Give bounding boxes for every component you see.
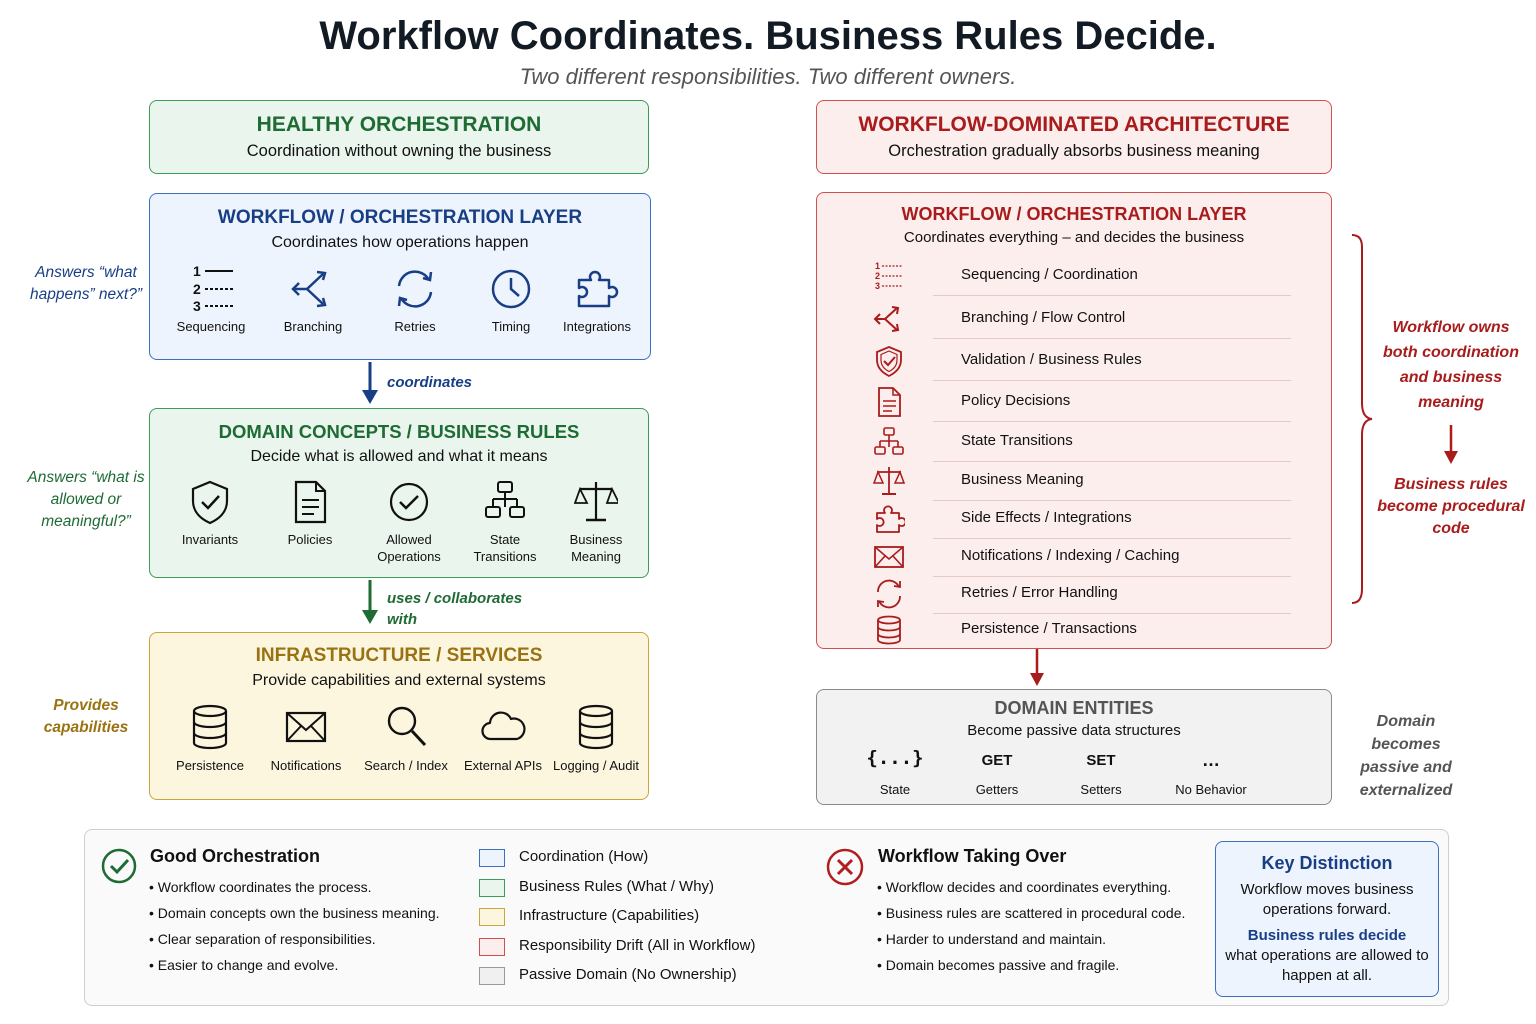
right-workflow-item [817, 499, 1333, 539]
right-workflow-item-label: Business Meaning [961, 471, 1084, 488]
state-transitions-item [458, 479, 552, 565]
puzzle-icon [873, 503, 905, 535]
branching-item [268, 266, 358, 335]
business-meaning-label: Business Meaning [569, 532, 623, 564]
entity-setters-label: Setters [1080, 782, 1122, 797]
branching-icon [873, 303, 905, 335]
right-workflow-list [817, 256, 1333, 646]
numbered-list-icon [873, 260, 905, 292]
domain-passive-note: Domain becomes passive and externalized [1359, 713, 1453, 799]
coordinates-arrow [358, 362, 382, 406]
timing-item [466, 266, 556, 335]
legend-swatch [479, 967, 505, 985]
branching-icon [289, 266, 337, 312]
policies-label: Policies [287, 532, 333, 547]
legend-swatch [479, 879, 505, 897]
domain-title: DOMAIN CONCEPTS / BUSINESS RULES [218, 421, 580, 442]
right-workflow-item-label: Sequencing / Coordination [961, 266, 1138, 283]
workflow-taking-over-title: Workflow Taking Over [878, 846, 1067, 866]
invariants-label: Invariants [181, 532, 239, 547]
right-workflow-item [817, 610, 1333, 650]
right-workflow-item-label: Policy Decisions [961, 392, 1071, 409]
check-circle-icon [100, 847, 138, 885]
svg-text:3: 3 [193, 298, 201, 312]
good-bullet: • Clear separation of responsibilities. [149, 931, 376, 947]
right-brace [1348, 233, 1378, 605]
braces-icon: {...} [866, 747, 924, 769]
clock-icon [487, 266, 535, 312]
legend-swatch [479, 849, 505, 867]
healthy-orchestration-title: HEALTHY ORCHESTRATION [256, 113, 542, 136]
legend-label: Responsibility Drift (All in Workflow) [519, 936, 756, 954]
right-workflow-item-label: Persistence / Transactions [961, 620, 1137, 637]
scales-icon [574, 479, 618, 525]
entity-no-behavior-label: No Behavior [1175, 782, 1247, 797]
x-circle-icon [825, 847, 865, 887]
allowed-operations-item [362, 479, 456, 565]
right-workflow-item [817, 422, 1333, 462]
document-icon [873, 386, 905, 418]
entity-setters-item [1061, 752, 1141, 798]
state-transitions-label: State Transitions [473, 532, 537, 564]
hierarchy-icon [873, 426, 905, 458]
domain-answers-note: Answers “what is allowed or meaningful?” [27, 469, 145, 530]
footer-panel [84, 829, 1449, 1006]
workflow-dominated-header [816, 100, 1332, 174]
bad-bullet: • Harder to understand and maintain. [877, 931, 1107, 947]
right-workflow-item-label: Notifications / Indexing / Caching [961, 547, 1180, 564]
bad-bullet: • Domain becomes passive and fragile. [877, 957, 1120, 973]
legend-label: Infrastructure (Capabilities) [519, 907, 700, 924]
branching-label: Branching [283, 319, 343, 334]
key-distinction-line2 [1224, 926, 1430, 986]
allowed-operations-label: Allowed Operations [377, 532, 441, 564]
ellipsis-icon: … [1202, 750, 1220, 770]
coordinates-label: coordinates [387, 374, 473, 391]
legend-label: Passive Domain (No Ownership) [519, 966, 737, 983]
left-workflow-layer [149, 193, 651, 360]
database-icon [188, 703, 232, 751]
key-distinction-box [1215, 841, 1439, 997]
key-distinction-line1: Workflow moves business operations forward. [1240, 881, 1414, 918]
set-icon: SET [1086, 752, 1116, 769]
business-rules-procedural-note: Business rules become procedural code [1377, 476, 1525, 537]
bad-bullet: • Business rules are scattered in procedural code. [877, 905, 1186, 921]
notifications-label: Notifications [270, 758, 342, 773]
policies-item [266, 479, 354, 548]
svg-text:1: 1 [193, 263, 201, 279]
workflow-owns-note: Workflow owns both coordination and business meaning [1383, 319, 1519, 411]
timing-label: Timing [491, 319, 531, 334]
check-circle-icon [387, 479, 431, 525]
workflow-dominated-subtitle: Orchestration gradually absorbs business meaning [888, 142, 1260, 160]
good-orchestration-title: Good Orchestration [150, 846, 321, 866]
right-workflow-item [817, 341, 1333, 381]
scales-icon [873, 465, 905, 497]
right-workflow-subtitle: Coordinates everything – and decides the business [903, 229, 1245, 246]
healthy-orchestration-subtitle: Coordination without owning the business [246, 142, 552, 160]
right-workflow-item-label: Retries / Error Handling [961, 584, 1118, 601]
legend-swatch [479, 938, 505, 956]
legend-swatch [479, 908, 505, 926]
entity-state-item [855, 747, 935, 798]
right-workflow-layer [816, 192, 1332, 649]
persistence-item [166, 703, 254, 774]
healthy-orchestration-header [149, 100, 649, 174]
legend [479, 848, 799, 998]
invariants-item [166, 479, 254, 548]
sequencing-label: Sequencing [176, 319, 246, 334]
divider [933, 380, 1291, 381]
domain-entities-title: DOMAIN ENTITIES [994, 698, 1154, 718]
right-workflow-item [817, 256, 1333, 296]
entity-getters-item [957, 752, 1037, 798]
left-domain-layer [149, 408, 649, 578]
search-icon [384, 703, 428, 751]
svg-text:2: 2 [875, 271, 881, 281]
infra-title: INFRASTRUCTURE / SERVICES [255, 645, 543, 666]
uses-arrow [358, 580, 382, 626]
logging-audit-label: Logging / Audit [552, 758, 640, 773]
workflow-dominated-title: WORKFLOW-DOMINATED ARCHITECTURE [858, 113, 1290, 136]
good-bullet: • Easier to change and evolve. [149, 957, 339, 973]
envelope-icon [873, 541, 905, 573]
workflow-owns-arrow [1440, 425, 1462, 467]
key-distinction-title: Key Distinction [1261, 853, 1393, 873]
divider [933, 295, 1291, 296]
domain-entities-box [816, 689, 1332, 805]
persistence-label: Persistence [176, 758, 244, 773]
right-workflow-title: WORKFLOW / ORCHESTRATION LAYER [901, 204, 1247, 224]
legend-label: Business Rules (What / Why) [519, 877, 715, 895]
left-workflow-title: WORKFLOW / ORCHESTRATION LAYER [217, 207, 583, 228]
shield-check-icon [873, 345, 905, 377]
right-workflow-item [817, 461, 1333, 501]
right-workflow-item-label: Side Effects / Integrations [961, 509, 1132, 526]
right-workflow-item-label: Branching / Flow Control [961, 309, 1126, 326]
entity-state-label: State [879, 782, 911, 797]
external-apis-item [456, 703, 550, 774]
integrations-label: Integrations [563, 319, 631, 334]
right-workflow-item [817, 537, 1333, 577]
retries-item [370, 266, 460, 335]
left-workflow-subtitle: Coordinates how operations happen [271, 234, 529, 251]
envelope-icon [284, 703, 328, 751]
key-distinction-bold: Business rules decide [1247, 927, 1407, 944]
domain-subtitle: Decide what is allowed and what it means [250, 448, 548, 465]
page-subtitle: Two different responsibilities. Two different owners. [519, 64, 1017, 89]
retry-icon [391, 266, 439, 312]
svg-text:2: 2 [193, 281, 201, 297]
right-workflow-item [817, 299, 1333, 339]
left-infra-layer [149, 632, 649, 800]
right-workflow-item-label: Validation / Business Rules [961, 351, 1142, 368]
entities-arrow [1026, 649, 1048, 687]
puzzle-icon [573, 266, 621, 312]
bad-bullet: • Workflow decides and coordinates everything. [877, 879, 1172, 895]
external-apis-label: External APIs [463, 758, 543, 773]
search-index-label: Search / Index [364, 758, 448, 773]
svg-text:1: 1 [875, 261, 881, 271]
cloud-icon [479, 703, 527, 751]
good-bullet: • Workflow coordinates the process. [149, 879, 372, 895]
good-bullet: • Domain concepts own the business meaning. [149, 905, 440, 921]
sequencing-item [166, 262, 256, 335]
divider [933, 338, 1291, 339]
page-title: Workflow Coordinates. Business Rules Decide. [319, 14, 1217, 58]
integrations-item [550, 266, 644, 335]
retries-label: Retries [394, 319, 436, 334]
search-index-item [358, 703, 454, 774]
legend-label: Coordination (How) [519, 848, 649, 865]
document-icon [288, 479, 332, 525]
database-icon [574, 703, 618, 751]
uses-collaborates-label: uses / collaborates with [387, 590, 523, 628]
infra-subtitle: Provide capabilities and external systems [252, 672, 546, 689]
shield-check-icon [188, 479, 232, 525]
svg-text:3: 3 [875, 281, 881, 291]
key-distinction-rest: what operations are allowed to happen at all. [1225, 947, 1429, 984]
entity-no-behavior-item [1161, 752, 1261, 798]
numbered-list-icon [187, 262, 235, 312]
infra-capabilities-note: Provides capabilities [43, 697, 129, 736]
right-workflow-item [817, 382, 1333, 422]
logging-audit-item [548, 703, 644, 774]
notifications-item [260, 703, 352, 774]
database-icon [873, 614, 905, 646]
workflow-answers-note: Answers “what happens” next?” [29, 264, 143, 303]
right-workflow-item-label: State Transitions [961, 432, 1073, 449]
entity-getters-label: Getters [975, 782, 1019, 797]
hierarchy-icon [483, 479, 527, 525]
get-icon: GET [981, 752, 1013, 769]
domain-entities-subtitle: Become passive data structures [967, 722, 1181, 739]
retry-icon [873, 578, 905, 610]
business-meaning-item [554, 479, 638, 565]
right-workflow-item [817, 574, 1333, 614]
